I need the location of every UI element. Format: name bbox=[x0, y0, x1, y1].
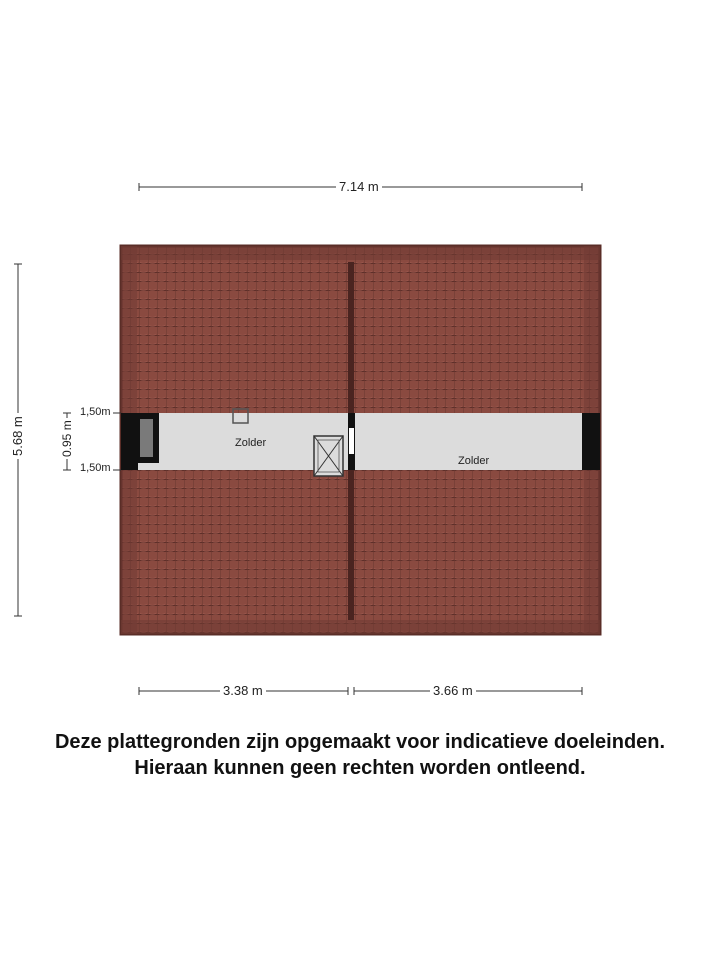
door-opening bbox=[349, 428, 354, 454]
dim-label-right-width: 3.66 m bbox=[430, 684, 476, 698]
room-label-right: Zolder bbox=[458, 455, 490, 467]
roof-ridge-top bbox=[121, 246, 600, 260]
height-label-bottom: 1,50m bbox=[80, 462, 111, 474]
dim-label-corridor-height: 0.95 m bbox=[60, 420, 74, 457]
room-label-left: Zolder bbox=[235, 437, 267, 449]
chimney-inner bbox=[140, 419, 153, 457]
dim-label-overall-depth: 5.68 m bbox=[11, 413, 25, 459]
disclaimer-line-2: Hieraan kunnen geen rechten worden ontleend. bbox=[134, 757, 586, 779]
wall-left bbox=[121, 413, 138, 470]
dim-label-overall-width: 7.14 m bbox=[336, 180, 382, 194]
dim-label-left-width: 3.38 m bbox=[220, 684, 266, 698]
roof-eave-bottom bbox=[121, 620, 600, 634]
wall-right bbox=[582, 413, 600, 470]
height-label-top: 1,50m bbox=[80, 406, 111, 418]
disclaimer-line-1: Deze plattegronden zijn opgemaakt voor indicatieve doeleinden. bbox=[54, 731, 666, 753]
